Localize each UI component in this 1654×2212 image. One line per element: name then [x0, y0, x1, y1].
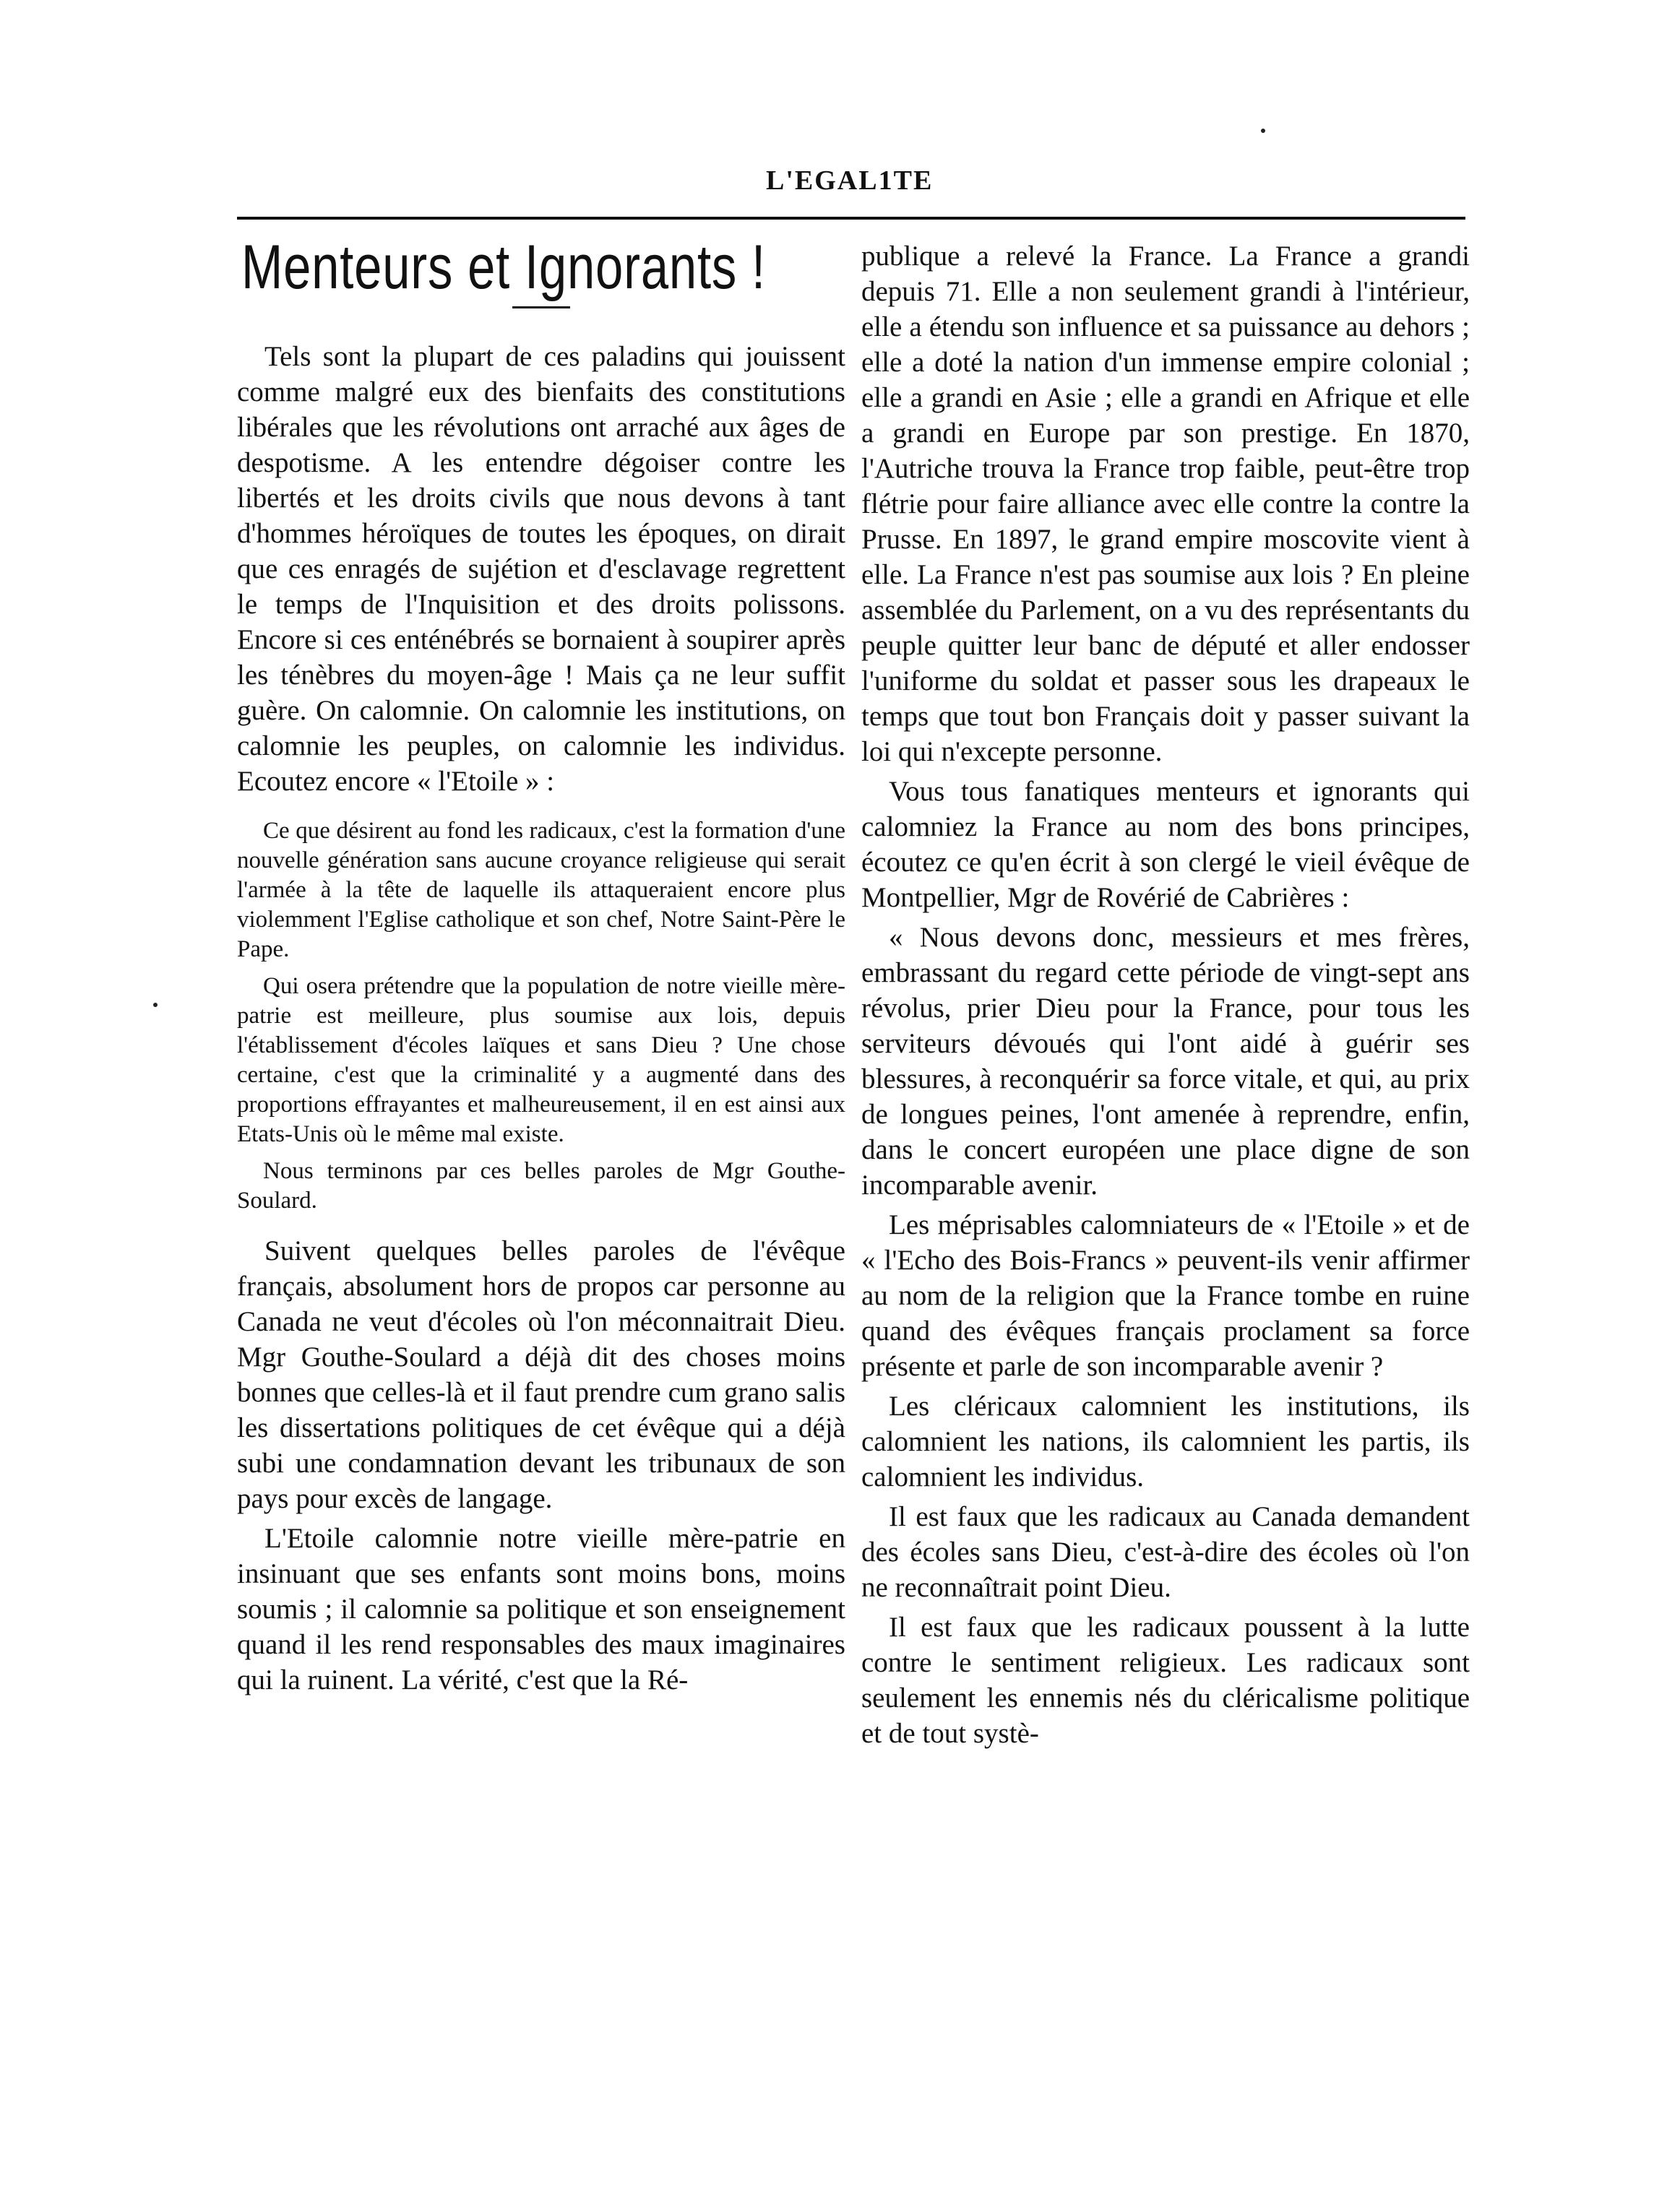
paragraph-continued: publique a relevé la France. La France a grandi depuis 71. Elle a non seulement grandi à l'intérieur, elle a étendu son influence et sa puissance au dehors ; elle a doté la nation d'un immense empire colonial ; elle a grandi en Asie ; elle a grandi en Afrique et elle a grandi en Europe par son prestige. En 1870, l'Autriche trouva la France trop faible, peut-être trop flétrie pour faire alliance avec elle contre la contre la Prusse. En 1897, le grand empire moscovite vient à elle. La France n'est pas soumise aux lois ? En pleine assemblée du Parlement, on a vu des représentants du peuple quitter leur banc de député et aller endosser l'uniforme du soldat et passer sous les drapeaux le temps que tout bon Français doit y passer suivant la loi qui n'excepte personne. [861, 241, 1470, 767]
running-head: L'EGAL1TE [766, 165, 934, 196]
article-title: Menteurs et Ignorants ! [241, 233, 766, 302]
paragraph: Il est faux que les radicaux au Canada demandent des écoles sans Dieu, c'est-à-dire des écoles où l'on ne reconnaîtrait point Dieu. [861, 1501, 1470, 1603]
quote-paragraph: Nous terminons par ces belles paroles de Mgr Gouthe-Soulard. [237, 1158, 845, 1214]
print-speck [1261, 129, 1265, 133]
paragraph: Il est faux que les radicaux poussent à la lutte contre le sentiment religieux. Les radicaux sont seulement les ennemis nés du cléricalisme politique et de tout systè- [861, 1612, 1470, 1749]
paragraph: Les cléricaux calomnient les institutions, ils calomnient les nations, ils calomnient les partis, ils calomnient les individus. [861, 1391, 1470, 1492]
paragraph: Tels sont la plupart de ces paladins qui jouissent comme malgré eux des bienfaits des constitutions libérales que les révolutions ont arraché aux âges de despotisme. A les entendre dégoiser contre les libertés et les droits civils que nous devons à tant d'hommes héroïques de toutes les époques, on dirait que ces enragés de sujétion et d'esclavage regrettent le temps de l'Inquisition et des droits polissons. Encore si ces enténébrés se bornaient à soupirer après les ténèbres du moyen-âge ! Mais ça ne leur suffit guère. On calomnie. On calomnie les institutions, on calomnie les peuples, on calomnie les individus. Ecoutez encore « l'Etoile » : [237, 341, 845, 797]
title-rule [512, 306, 570, 308]
quote-paragraph: Qui osera prétendre que la population de notre vieille mère-patrie est meilleure, plus soumise aux lois, depuis l'établissement d'écoles laïques et sans Dieu ? Une chose certaine, c'est que la criminalité y a augmenté dans des proportions effrayantes et malheureusement, il en est ainsi aux Etats-Unis où le même mal existe. [237, 973, 845, 1147]
left-column [237, 231, 845, 1702]
paragraph: L'Etoile calomnie notre vieille mère-patrie en insinuant que ses enfants sont moins bons, moins soumis ; il calomnie sa politique et son enseignement quand il les rend responsables des maux imaginaires qui la ruinent. La vérité, c'est que la Ré- [237, 1523, 845, 1695]
paragraph: Les méprisables calomniateurs de « l'Etoile » et de « l'Echo des Bois-Francs » peuvent-ils venir affirmer au nom de la religion que la France tombe en ruine quand des évêques français proclament sa force présente et parle de son incomparable avenir ? [861, 1209, 1470, 1382]
print-speck [153, 1003, 158, 1007]
paragraph: « Nous devons donc, messieurs et mes frères, embrassant du regard cette période de vingt-sept ans révolus, prier Dieu pour la France, pour tous les serviteurs dévoués qui l'ont aidé à guérir ses blessures, à reconquérir sa force vitale, et qui, au prix de longues peines, l'ont amenée à reprendre, enfin, dans le concert européen une place digne de son incomparable avenir. [861, 922, 1470, 1201]
paragraph: Suivent quelques belles paroles de l'évêque français, absolument hors de propos car personne au Canada ne veut d'écoles où l'on méconnaitrait Dieu. Mgr Gouthe-Soulard a déjà dit des choses moins bonnes que celles-là et il faut prendre cum grano salis les dissertations politiques de cet évêque qui a déjà subi une condamnation devant les tribunaux de son pays pour excès de langage. [237, 1235, 845, 1514]
paragraph: Vous tous fanatiques menteurs et ignorants qui calomniez la France au nom des bons principes, écoutez ce qu'en écrit à son clergé le vieil évêque de Montpellier, Mgr de Rovérié de Cabrières : [861, 776, 1470, 913]
quote-paragraph: Ce que désirent au fond les radicaux, c'est la formation d'une nouvelle génération sans aucune croyance religieuse qui serait l'armée à la tête de laquelle ils attaqueraient encore plus violemment l'Eglise catholique et son chef, Notre Saint-Père le Pape. [237, 818, 845, 962]
quoted-excerpt [237, 816, 845, 1216]
right-column [861, 238, 1470, 1755]
header-rule [237, 217, 1465, 220]
